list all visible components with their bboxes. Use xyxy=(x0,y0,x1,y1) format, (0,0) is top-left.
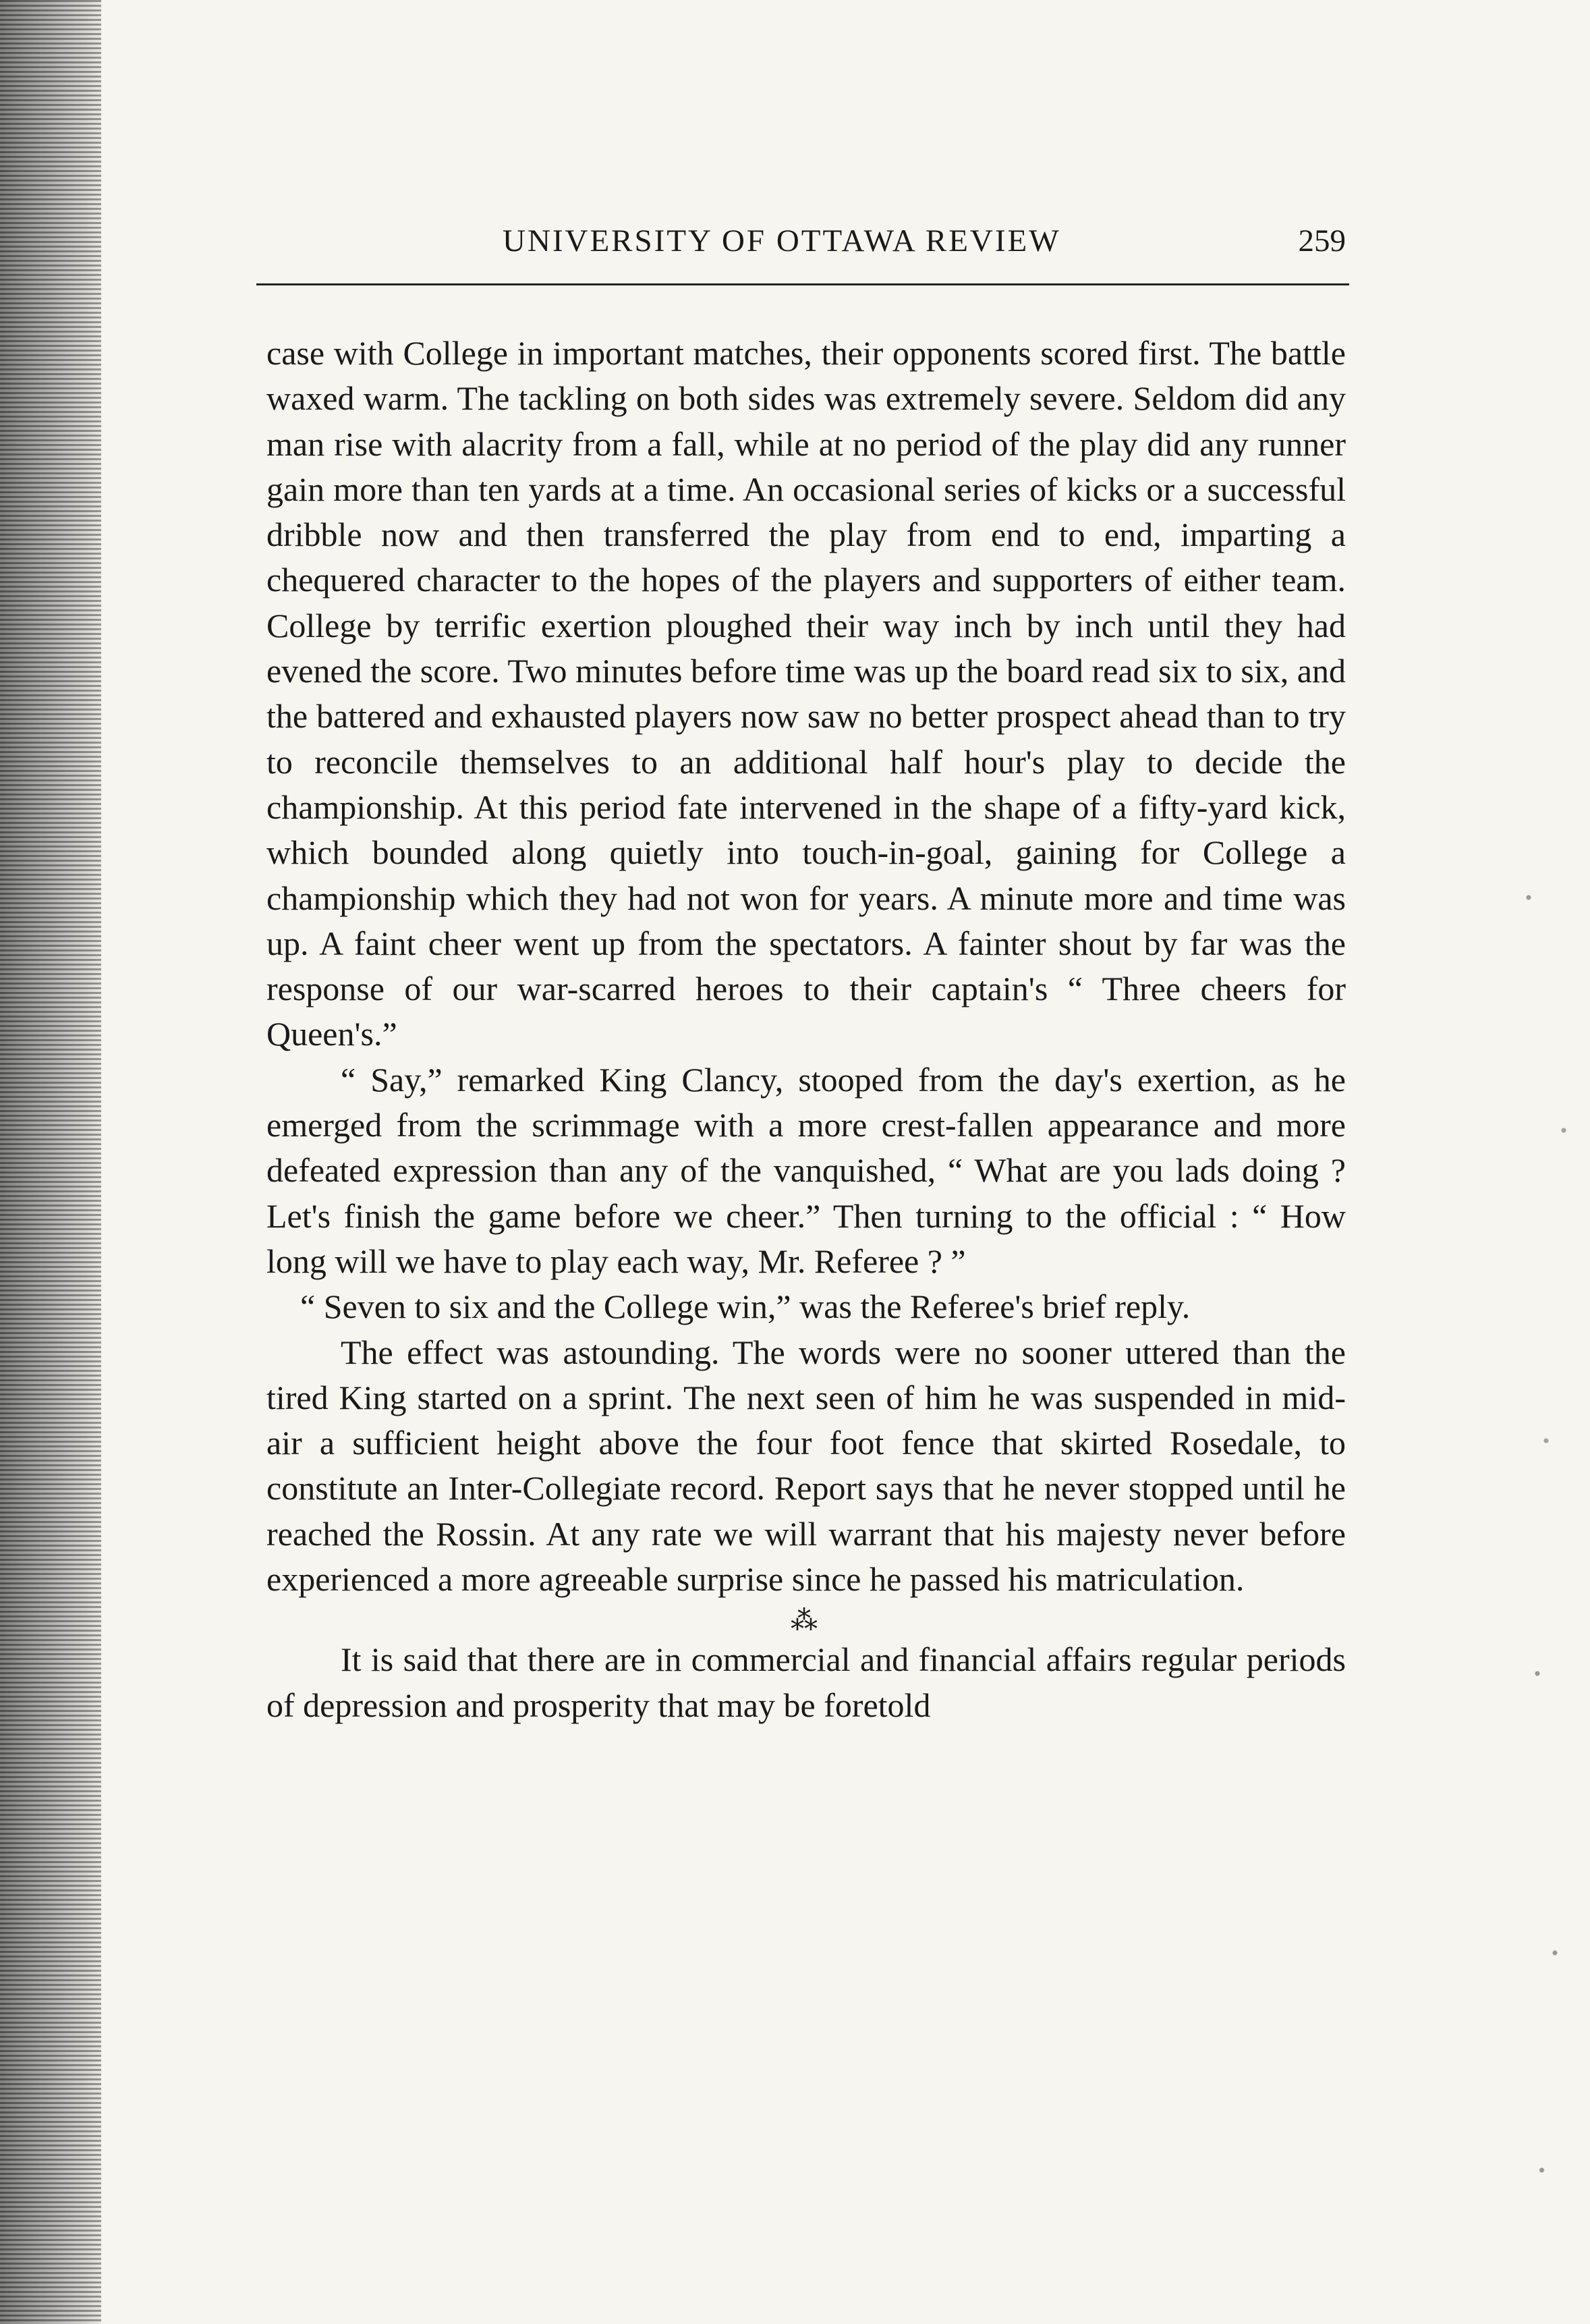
paragraph-5: It is said that there are in commercial and financial affairs regular periods of depression and prosperity that may be foretold xyxy=(266,1640,1346,1724)
running-title: UNIVERSITY OF OTTAWA REVIEW xyxy=(503,223,1061,258)
page-number: 259 xyxy=(1298,223,1346,258)
paragraph-4: The effect was astounding. The words were no sooner uttered than the tired King started on a sprint. The next seen of him he was suspended in mid-air a sufficient height above the four foot fence that skirted Rosedale, to constitute an Inter-Collegiate record. Report says that he never stopped until he reached the Rossin. At any rate we will warrant that his majesty never before experienced a more agreeable surprise since he passed his matriculation. xyxy=(266,1333,1346,1599)
paragraph-3: “ Seven to six and the College win,” was the Referee's brief reply. xyxy=(300,1288,1191,1326)
paragraph-1: case with College in important matches, their opponents scored first. The battle waxed warm. The tackling on both sides was extremely severe. Seldom did any man rise with alacrity from a fall, while at no period of the play did any runner gain more than ten yards at a time. An occasional series of kicks or a successful dribble now and then transferred the play from end to end, imparting a chequered character to the hopes of the players and supporters of either team. College by terrific exertion ploughed their way inch by inch until they had evened the score. Two minutes before time was up the board read six to six, and the battered and exhausted players now saw no better prospect ahead than to try to reconcile themselves to an additional half hour's play to decide the championship. At this period fate intervened in the shape of a fifty-yard kick, which bounded along quietly into touch-in-goal, gaining for College a championship which they had not won for years. A minute more and time was up. A faint cheer went up from the spectators. A fainter shout by far was the response of our war-scarred heroes to their captain's “ Three cheers for Queen's.” xyxy=(266,334,1346,1053)
article-body xyxy=(266,331,1346,1728)
paragraph-2: “ Say,” remarked King Clancy, stooped from the day's exertion, as he emerged from the scrimmage with a more crest-fallen appearance and more defeated expression than any of the vanquished, “ What are you lads doing ? Let's finish the game before we cheer.” Then turning to the official : “ How long will we have to play each way, Mr. Referee ? ” xyxy=(266,1060,1346,1280)
binding-edge-shadow xyxy=(0,0,101,2324)
page-edge-specks xyxy=(1502,742,1590,2294)
header-rule xyxy=(256,283,1349,285)
page-header xyxy=(266,223,1346,270)
asterism-divider: ⁂ xyxy=(791,1605,822,1636)
